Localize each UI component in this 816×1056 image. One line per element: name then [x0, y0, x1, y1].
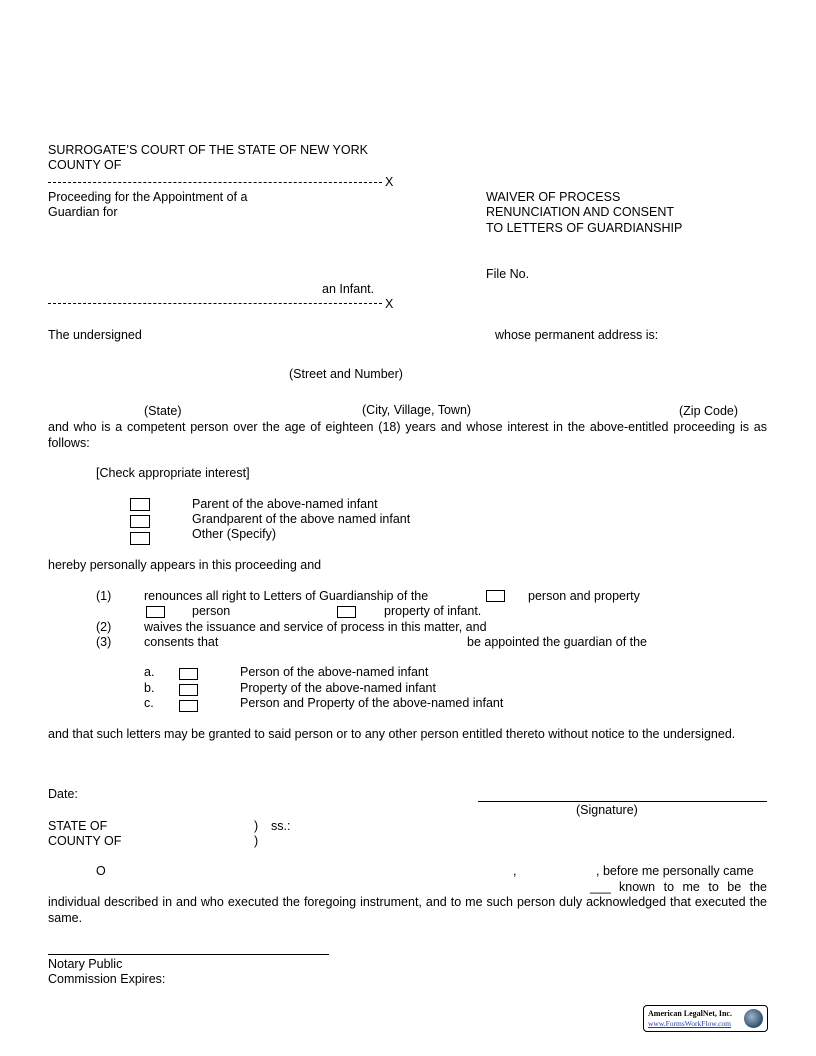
option-b-letter: b. — [144, 681, 155, 695]
notary-paren-1: ) — [254, 819, 259, 833]
x-marker-bottom: X — [385, 297, 394, 311]
document-title-line3: TO LETTERS OF GUARDIANSHIP — [486, 221, 683, 235]
item3-number: (3) — [96, 635, 112, 649]
proceeding-line1: Proceeding for the Appointment of a — [48, 190, 248, 204]
document-title-line1: WAIVER OF PROCESS — [486, 190, 621, 204]
item1-property-checkbox[interactable] — [337, 606, 356, 618]
item1-person-label: person — [192, 604, 231, 618]
interest-grandparent-label: Grandparent of the above named infant — [192, 512, 411, 526]
option-a-letter: a. — [144, 665, 155, 679]
interest-other-label: Other (Specify) — [192, 527, 277, 541]
county-label: COUNTY OF — [48, 158, 122, 172]
notary-known-blank: ___ — [590, 880, 611, 894]
notary-on-label: O — [96, 864, 106, 878]
globe-icon — [744, 1009, 763, 1028]
option-a-checkbox[interactable] — [179, 668, 198, 680]
item1-property-label: property of infant. — [384, 604, 482, 618]
notary-public-label: Notary Public — [48, 957, 123, 971]
notary-state-label: STATE OF — [48, 819, 108, 833]
zip-label: (Zip Code) — [679, 404, 739, 418]
notary-before-me: , before me personally came — [596, 864, 754, 878]
item1-person-checkbox[interactable] — [146, 606, 165, 618]
option-c-letter: c. — [144, 696, 154, 710]
item2-text: waives the issuance and service of process in this matter, and — [144, 620, 487, 634]
state-label: (State) — [144, 404, 182, 418]
item3-text: consents that — [144, 635, 219, 649]
item3-text-continued: be appointed the guardian of the — [467, 635, 648, 649]
logo-brand-text: American LegalNet, Inc. — [648, 1009, 732, 1018]
appears-statement: hereby personally appears in this proceeding and — [48, 558, 322, 572]
file-no-label: File No. — [486, 267, 530, 281]
option-a-label: Person of the above-named infant — [240, 665, 429, 679]
date-label: Date: — [48, 787, 78, 801]
signature-label: (Signature) — [576, 803, 638, 817]
check-instruction: [Check appropriate interest] — [96, 466, 250, 480]
proceeding-line2: Guardian for — [48, 205, 118, 219]
caption-divider-top — [48, 182, 382, 183]
notary-signature-line[interactable] — [48, 954, 329, 955]
option-b-label: Property of the above-named infant — [240, 681, 436, 695]
notary-executed-paragraph: individual described in and who executed the foregoing instrument, and to me such person duly acknowledged that executed the same. — [48, 895, 767, 925]
caption-divider-bottom — [48, 303, 382, 304]
item2-number: (2) — [96, 620, 112, 634]
commission-expires-label: Commission Expires: — [48, 972, 166, 986]
city-label: (City, Village, Town) — [362, 403, 472, 417]
court-name: SURROGATE’S COURT OF THE STATE OF NEW YORK — [48, 143, 368, 157]
infant-label: an Infant. — [322, 282, 375, 296]
item1-person-property-checkbox[interactable] — [486, 590, 505, 602]
item1-text: renounces all right to Letters of Guardianship of the — [144, 589, 429, 603]
address-label: whose permanent address is: — [495, 328, 659, 342]
option-c-label: Person and Property of the above-named infant — [240, 696, 504, 710]
item1-number: (1) — [96, 589, 112, 603]
notary-ss-label: ss.: — [271, 819, 291, 833]
street-label: (Street and Number) — [289, 367, 403, 381]
interest-other-checkbox[interactable] — [130, 532, 150, 545]
interest-parent-checkbox[interactable] — [130, 498, 150, 511]
option-b-checkbox[interactable] — [179, 684, 198, 696]
option-c-checkbox[interactable] — [179, 700, 198, 712]
letters-paragraph: and that such letters may be granted to said person or to any other person entitled thereto without notice to the undersigned. — [48, 727, 736, 741]
item1-person-property-label: person and property — [528, 589, 640, 603]
notary-county-label: COUNTY OF — [48, 834, 122, 848]
notary-known-to-me: known to me to be the — [619, 880, 767, 894]
signature-line[interactable] — [478, 801, 767, 802]
notary-paren-2: ) — [254, 834, 259, 848]
interest-parent-label: Parent of the above-named infant — [192, 497, 378, 511]
american-legalnet-logo[interactable] — [643, 1005, 768, 1032]
undersigned-label: The undersigned — [48, 328, 142, 342]
interest-grandparent-checkbox[interactable] — [130, 515, 150, 528]
competent-paragraph: and who is a competent person over the age of eighteen (18) years and whose interest in the above-entitled proceeding is as follows: — [48, 420, 767, 450]
x-marker-top: X — [385, 175, 394, 189]
logo-url-link[interactable]: www.FormsWorkFlow.com — [648, 1019, 732, 1028]
notary-comma: , — [513, 864, 517, 878]
document-title-line2: RENUNCIATION AND CONSENT — [486, 205, 674, 219]
